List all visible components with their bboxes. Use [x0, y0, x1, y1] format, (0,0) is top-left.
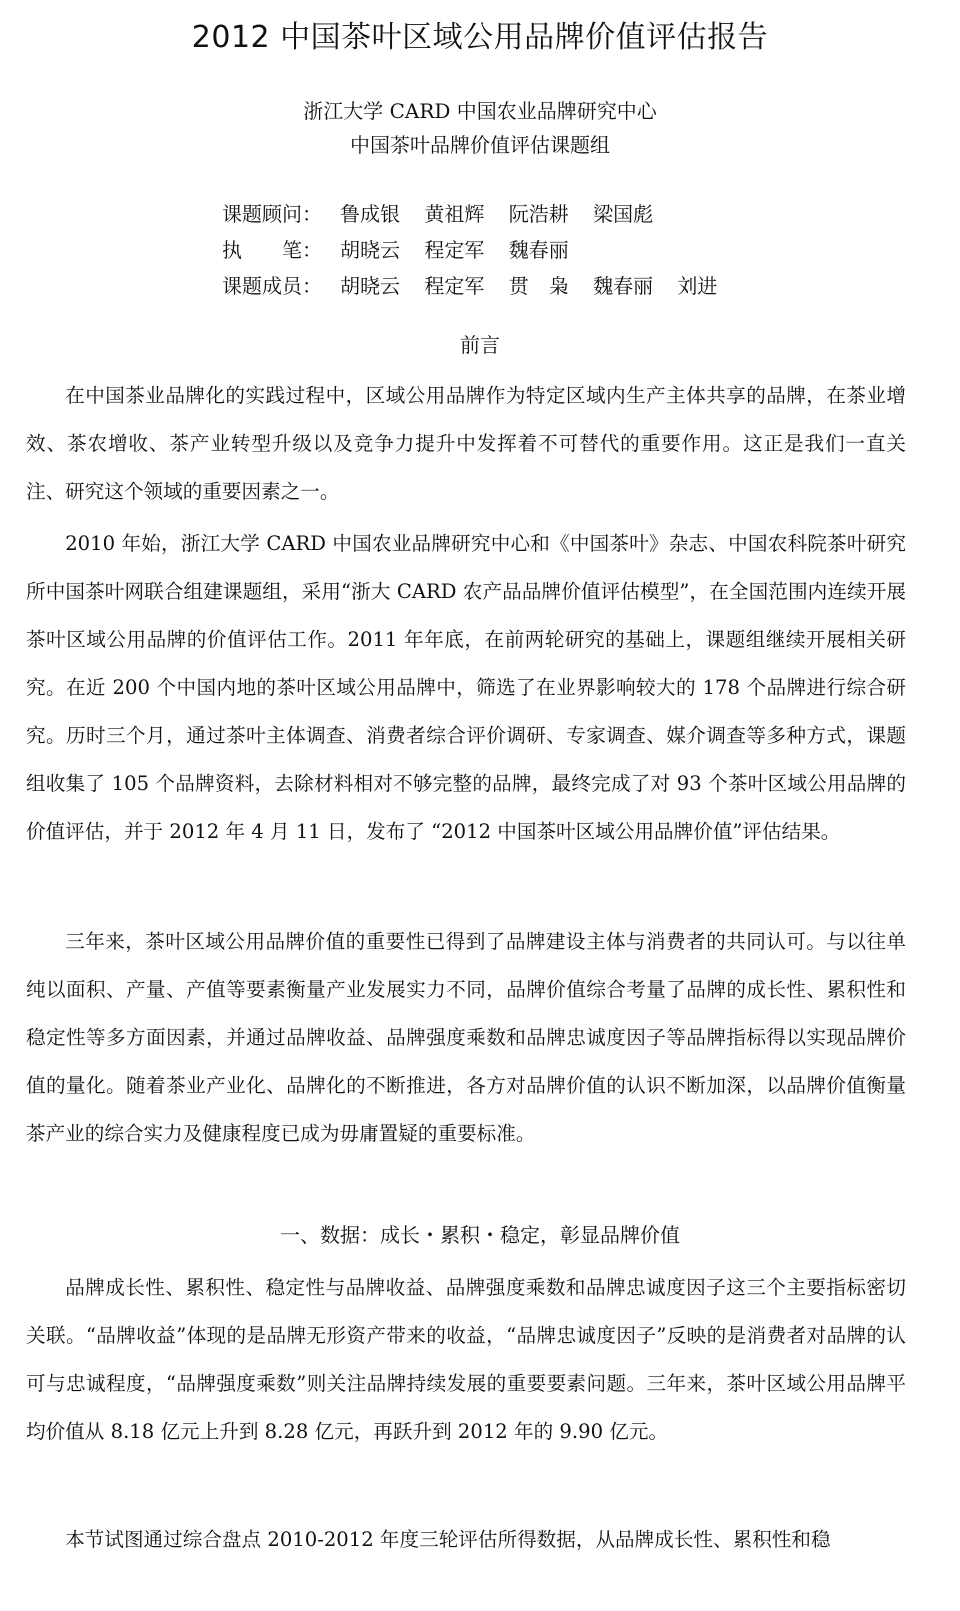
team-label: 执 笔： — [222, 238, 322, 262]
paragraph: 本节试图通过综合盘点 2010-2012 年度三轮评估所得数据，从品牌成长性、累积性和稳 — [65, 1528, 831, 1551]
team-row-members — [222, 268, 922, 304]
team-credits — [222, 196, 922, 304]
preface-heading: 前言 — [460, 333, 500, 357]
team-names: 胡晓云 程定军 魏春丽 — [340, 238, 569, 262]
organization-line-1: 浙江大学 CARD 中国农业品牌研究中心 — [303, 99, 657, 123]
team-label: 课题成员： — [222, 274, 322, 298]
team-names: 鲁成银 黄祖辉 阮浩耕 梁国彪 — [340, 202, 654, 226]
team-label: 课题顾问： — [222, 202, 322, 226]
organization-line-2: 中国茶叶品牌价值评估课题组 — [350, 133, 610, 157]
document-title: 2012 中国茶叶区域公用品牌价值评估报告 — [191, 20, 769, 55]
team-row-advisors — [222, 196, 922, 232]
paragraph: 三年来，茶叶区域公用品牌价值的重要性已得到了品牌建设主体与消费者的共同认可。与以往单纯以面积、产量、产值等要素衡量产业发展实力不同，品牌价值综合考量了品牌的成长性、累积性和稳定性等多方面因素，并通过品牌收益、品牌强度乘数和品牌忠诚度因子等品牌指标得以实现品牌价值的量化。随着茶业产业化、品牌化的不断推进，各方对品牌价值的认识不断加深，以品牌价值衡量茶产业的综合实力及健康程度已成为毋庸置疑的重要标准。 — [26, 930, 906, 1145]
section-heading: 一、数据：成长・累积・稳定，彰显品牌价值 — [280, 1223, 680, 1247]
team-row-writers — [222, 232, 922, 268]
paragraph: 品牌成长性、累积性、稳定性与品牌收益、品牌强度乘数和品牌忠诚度因子这三个主要指标密切关联。“品牌收益”体现的是品牌无形资产带来的收益，“品牌忠诚度因子”反映的是消费者对品牌的认可与忠诚程度，“品牌强度乘数”则关注品牌持续发展的重要要素问题。三年来，茶叶区域公用品牌平均价值从 8.18 亿元上升到 8.28 亿元，再跃升到 2012 年的 9.90 亿元。 — [26, 1276, 906, 1443]
team-names: 胡晓云 程定军 贯 枭 魏春丽 刘进 — [340, 274, 718, 298]
paragraph: 在中国茶业品牌化的实践过程中，区域公用品牌作为特定区域内生产主体共享的品牌，在茶业增效、茶农增收、茶产业转型升级以及竞争力提升中发挥着不可替代的重要作用。这正是我们一直关注、研究这个领域的重要因素之一。 — [26, 384, 906, 503]
paragraph: 2010 年始，浙江大学 CARD 中国农业品牌研究中心和《中国茶叶》杂志、中国农科院茶叶研究所中国茶叶网联合组建课题组，采用“浙大 CARD 农产品品牌价值评估模型”，在全国范围内连续开展茶叶区域公用品牌的价值评估工作。2011 年年底，在前两轮研究的基础上，课题组继续开展相关研究。在近 200 个中国内地的茶叶区域公用品牌中，筛选了在业界影响较大的 178 个品牌进行综合研究。历时三个月，通过茶叶主体调查、消费者综合评价调研、专家调查、媒介调查等多种方式，课题组收集了 105 个品牌资料，去除材料相对不够完整的品牌，最终完成了对 93 个茶叶区域公用品牌的价值评估，并于 2012 年 4 月 11 日，发布了 “2012 中国茶叶区域公用品牌价值”评估结果。 — [26, 532, 906, 843]
